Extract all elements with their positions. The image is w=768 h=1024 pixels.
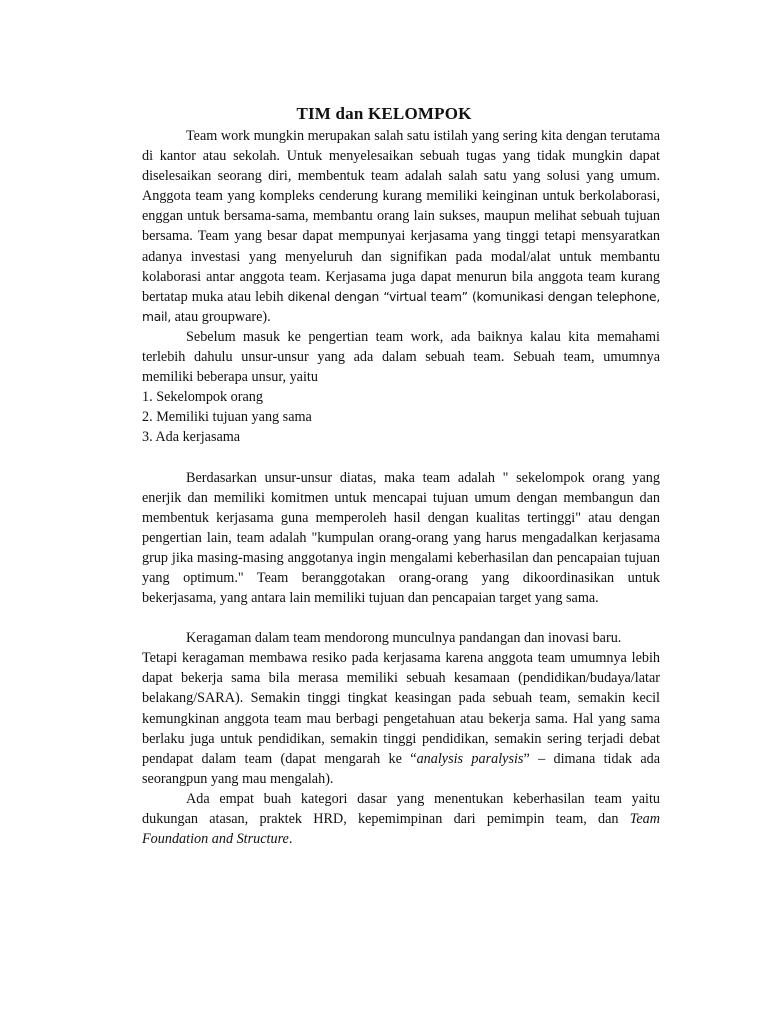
team-elements-list bbox=[142, 387, 660, 447]
list-item: 1. Sekelompok orang bbox=[142, 389, 263, 406]
paragraph-team-definition: Berdasarkan unsur-unsur diatas, maka team adalah " sekelompok orang yang enerjik dan memiliki komitmen untuk mencapai tujuan umum dengan membangun dan membentuk kerjasama guna memperoleh hasil dengan kualitas tertinggi" atau dengan pengertian lain, team adalah "kumpulan orang-orang yang harus mengadalkan kerjasama grup jika masing-masing anggotanya ingin mengalami keberhasilan dan pencapaian tujuan yang optimum." Team beranggotakan orang-orang yang dikoordinasikan untuk bekerjasama, yang antara lain memiliki tujuan dan pencapaian target yang sama. bbox=[142, 469, 660, 607]
paragraph-text-tail: . bbox=[288, 831, 293, 848]
list-item: 3. Ada kerjasama bbox=[142, 429, 241, 446]
paragraph-team-work-intro bbox=[142, 126, 660, 327]
paragraph-team-elements: Sebelum masuk ke pengertian team work, ada baiknya kalau kita memahami terlebih dahulu unsur-unsur yang ada dalam sebuah team. Sebuah team, umumnya memiliki beberapa unsur, yaitu bbox=[142, 328, 660, 386]
paragraph-text-tail: atau groupware). bbox=[171, 308, 271, 325]
paragraph-gap bbox=[142, 608, 660, 628]
paragraph-text-tail: ” – dimana tidak ada seorangpun yang mau mengalah). bbox=[142, 750, 661, 787]
paragraph-diversity-first-line: Keragaman dalam team mendorong munculnya pandangan dan inovasi baru. bbox=[186, 630, 622, 647]
paragraph-text-italic: analysis paralysis bbox=[416, 750, 524, 767]
list-item: 2. Memiliki tujuan yang sama bbox=[142, 409, 312, 426]
document-title: TIM dan KELOMPOK bbox=[296, 104, 472, 123]
paragraph-text-italic: Team Foundation and Structure bbox=[142, 811, 660, 848]
paragraph-text: Ada empat buah kategori dasar yang menentukan keberhasilan team yaitu dukungan atasan, praktek HRD, kepemimpinan dari pemimpin team, dan bbox=[142, 790, 660, 827]
document-body bbox=[142, 126, 660, 849]
paragraph-success-categories bbox=[142, 789, 660, 849]
paragraph-text: Team work mungkin merupakan salah satu istilah yang sering kita dengan terutama di kantor atau sekolah. Untuk menyelesaikan sebuah tugas yang tidak mungkin dapat diselesaikan seorang diri, membentuk team adalah salah satu yang solusi yang umum. Anggota team yang kompleks cenderung kurang memiliki keinginan untuk berkolaborasi, enggan untuk bersama-sama, membantu orang lain sukses, maupun melihat sebuah tujuan bersama. Team yang besar dapat mempunyai kerjasama yang tinggi tetapi mensyaratkan adanya investasi yang menyeluruh dan signifikan pada modal/alat untuk membantu kolaborasi antar anggota team. Kerjasama juga dapat menurun bila anggota team kurang bertatap muka atau lebih bbox=[142, 128, 660, 305]
paragraph-diversity bbox=[142, 648, 660, 789]
paragraph-text: Tetapi keragaman membawa resiko pada kerjasama karena anggota team umumnya lebih dapat bekerja sama bila merasa memiliki sebuah kesamaan (pendidikan/budaya/latar belakang/SARA). Semakin tinggi tingkat keasingan pada sebuah team, semakin kecil kemungkinan anggota team mau berbagi pengetahuan atau bekerja sama. Hal yang sama berlaku juga untuk pendidikan, semakin tinggi pendidikan, semakin sering terjadi debat pendapat dalam team (dapat mengarah ke “ bbox=[142, 650, 660, 767]
paragraph-gap bbox=[142, 448, 660, 468]
paragraph-text-sans: dikenal dengan “virtual team” (komunikasi dengan telephone, mail, bbox=[142, 289, 660, 324]
